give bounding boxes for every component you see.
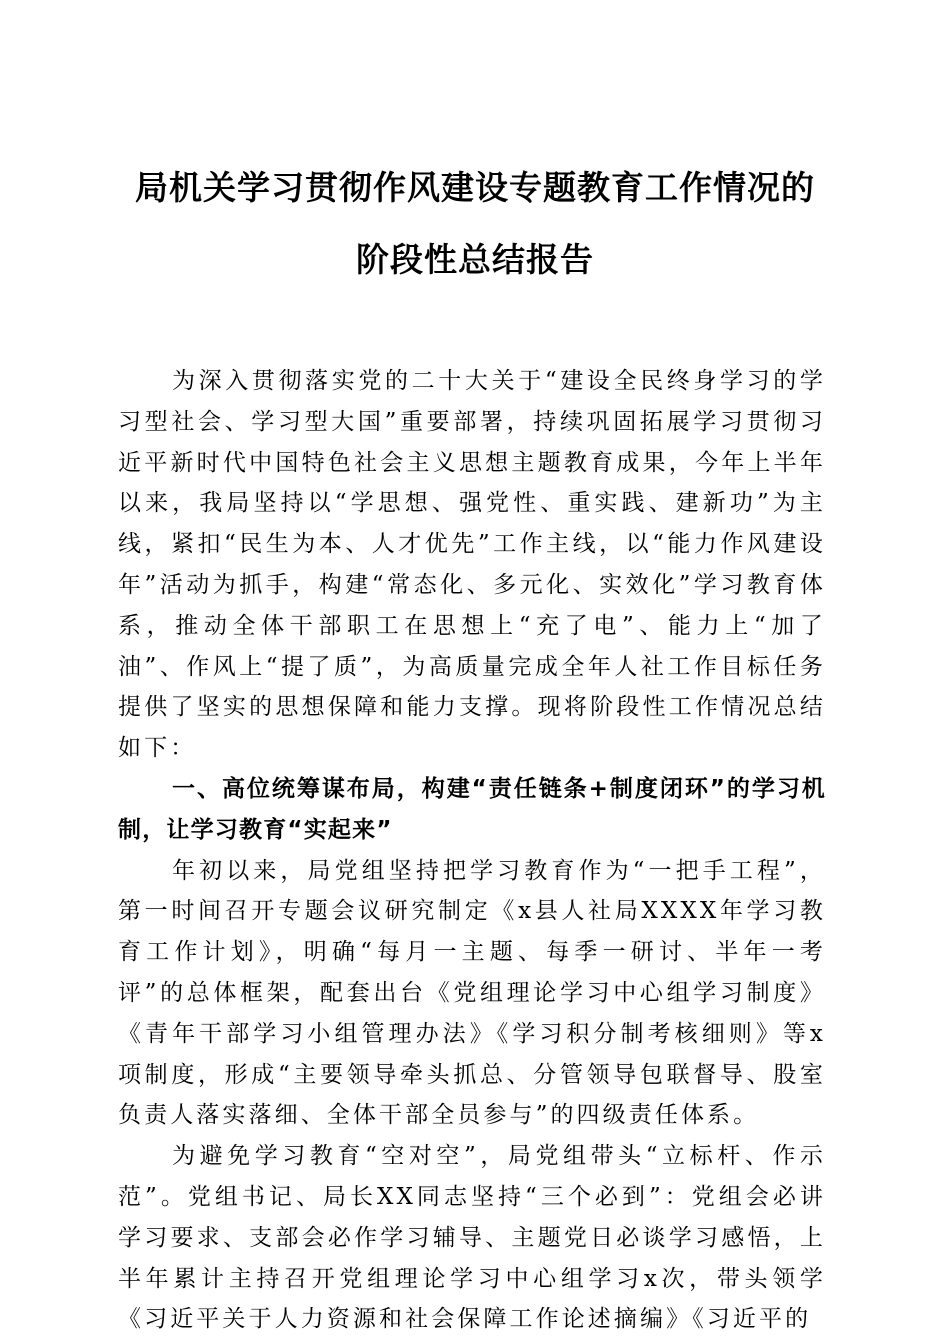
body-paragraph-1: 年初以来，局党组坚持把学习教育作为“一把手工程”，第一时间召开专题会议研究制定《x县人社局XXXX年学习教育工作计划》，明确“每月一主题、每季一研讨、半年一考评”的总体框架，配套出台《党组理论学习中心组学习制度》《青年干部学习小组管理办法》《学习积分制考核细则》等x项制度，形成“主要领导牵头抓总、分管领导包联督导、股室负责人落实落细、全体干部全员参与”的四级责任体系。 [118, 857, 826, 1129]
title-line-1: 局机关学习贯彻作风建设专题教育工作情况的 [135, 168, 815, 207]
intro-paragraph: 为深入贯彻落实党的二十大关于“建设全民终身学习的学习型社会、学习型大国”重要部署，持续巩固拓展学习贯彻习近平新时代中国特色社会主义思想主题教育成果，今年上半年以来，我局坚持以“学思想、强党性、重实践、建新功”为主线，紧扣“民生为本、人才优先”工作主线，以“能力作风建设年”活动为抓手，构建“常态化、多元化、实效化”学习教育体系，推动全体干部职工在思想上“充了电”、能力上“加了油”、作风上“提了质”，为高质量完成全年人社工作目标任务提供了坚实的思想保障和能力支撑。现将阶段性工作情况总结如下： [118, 368, 826, 762]
document-body [118, 361, 826, 1340]
section-heading-1: 一、高位统筹谋布局，构建“责任链条+制度闭环”的学习机制，让学习教育“实起来” [118, 775, 826, 843]
title-line-2: 阶段性总结报告 [356, 240, 594, 279]
document-title [100, 164, 850, 284]
body-paragraph-2: 为避免学习教育“空对空”，局党组带头“立标杆、作示范”。党组书记、局长XX同志坚持“三个必到”：党组会必讲学习要求、支部会必作学习辅导、主题党日必谈学习感悟，上半年累计主持召开党组理论学习中心组学习x次，带头领学《习近平关于人力资源和社会保障工作论述摘编》《习近平的 [118, 1143, 826, 1333]
